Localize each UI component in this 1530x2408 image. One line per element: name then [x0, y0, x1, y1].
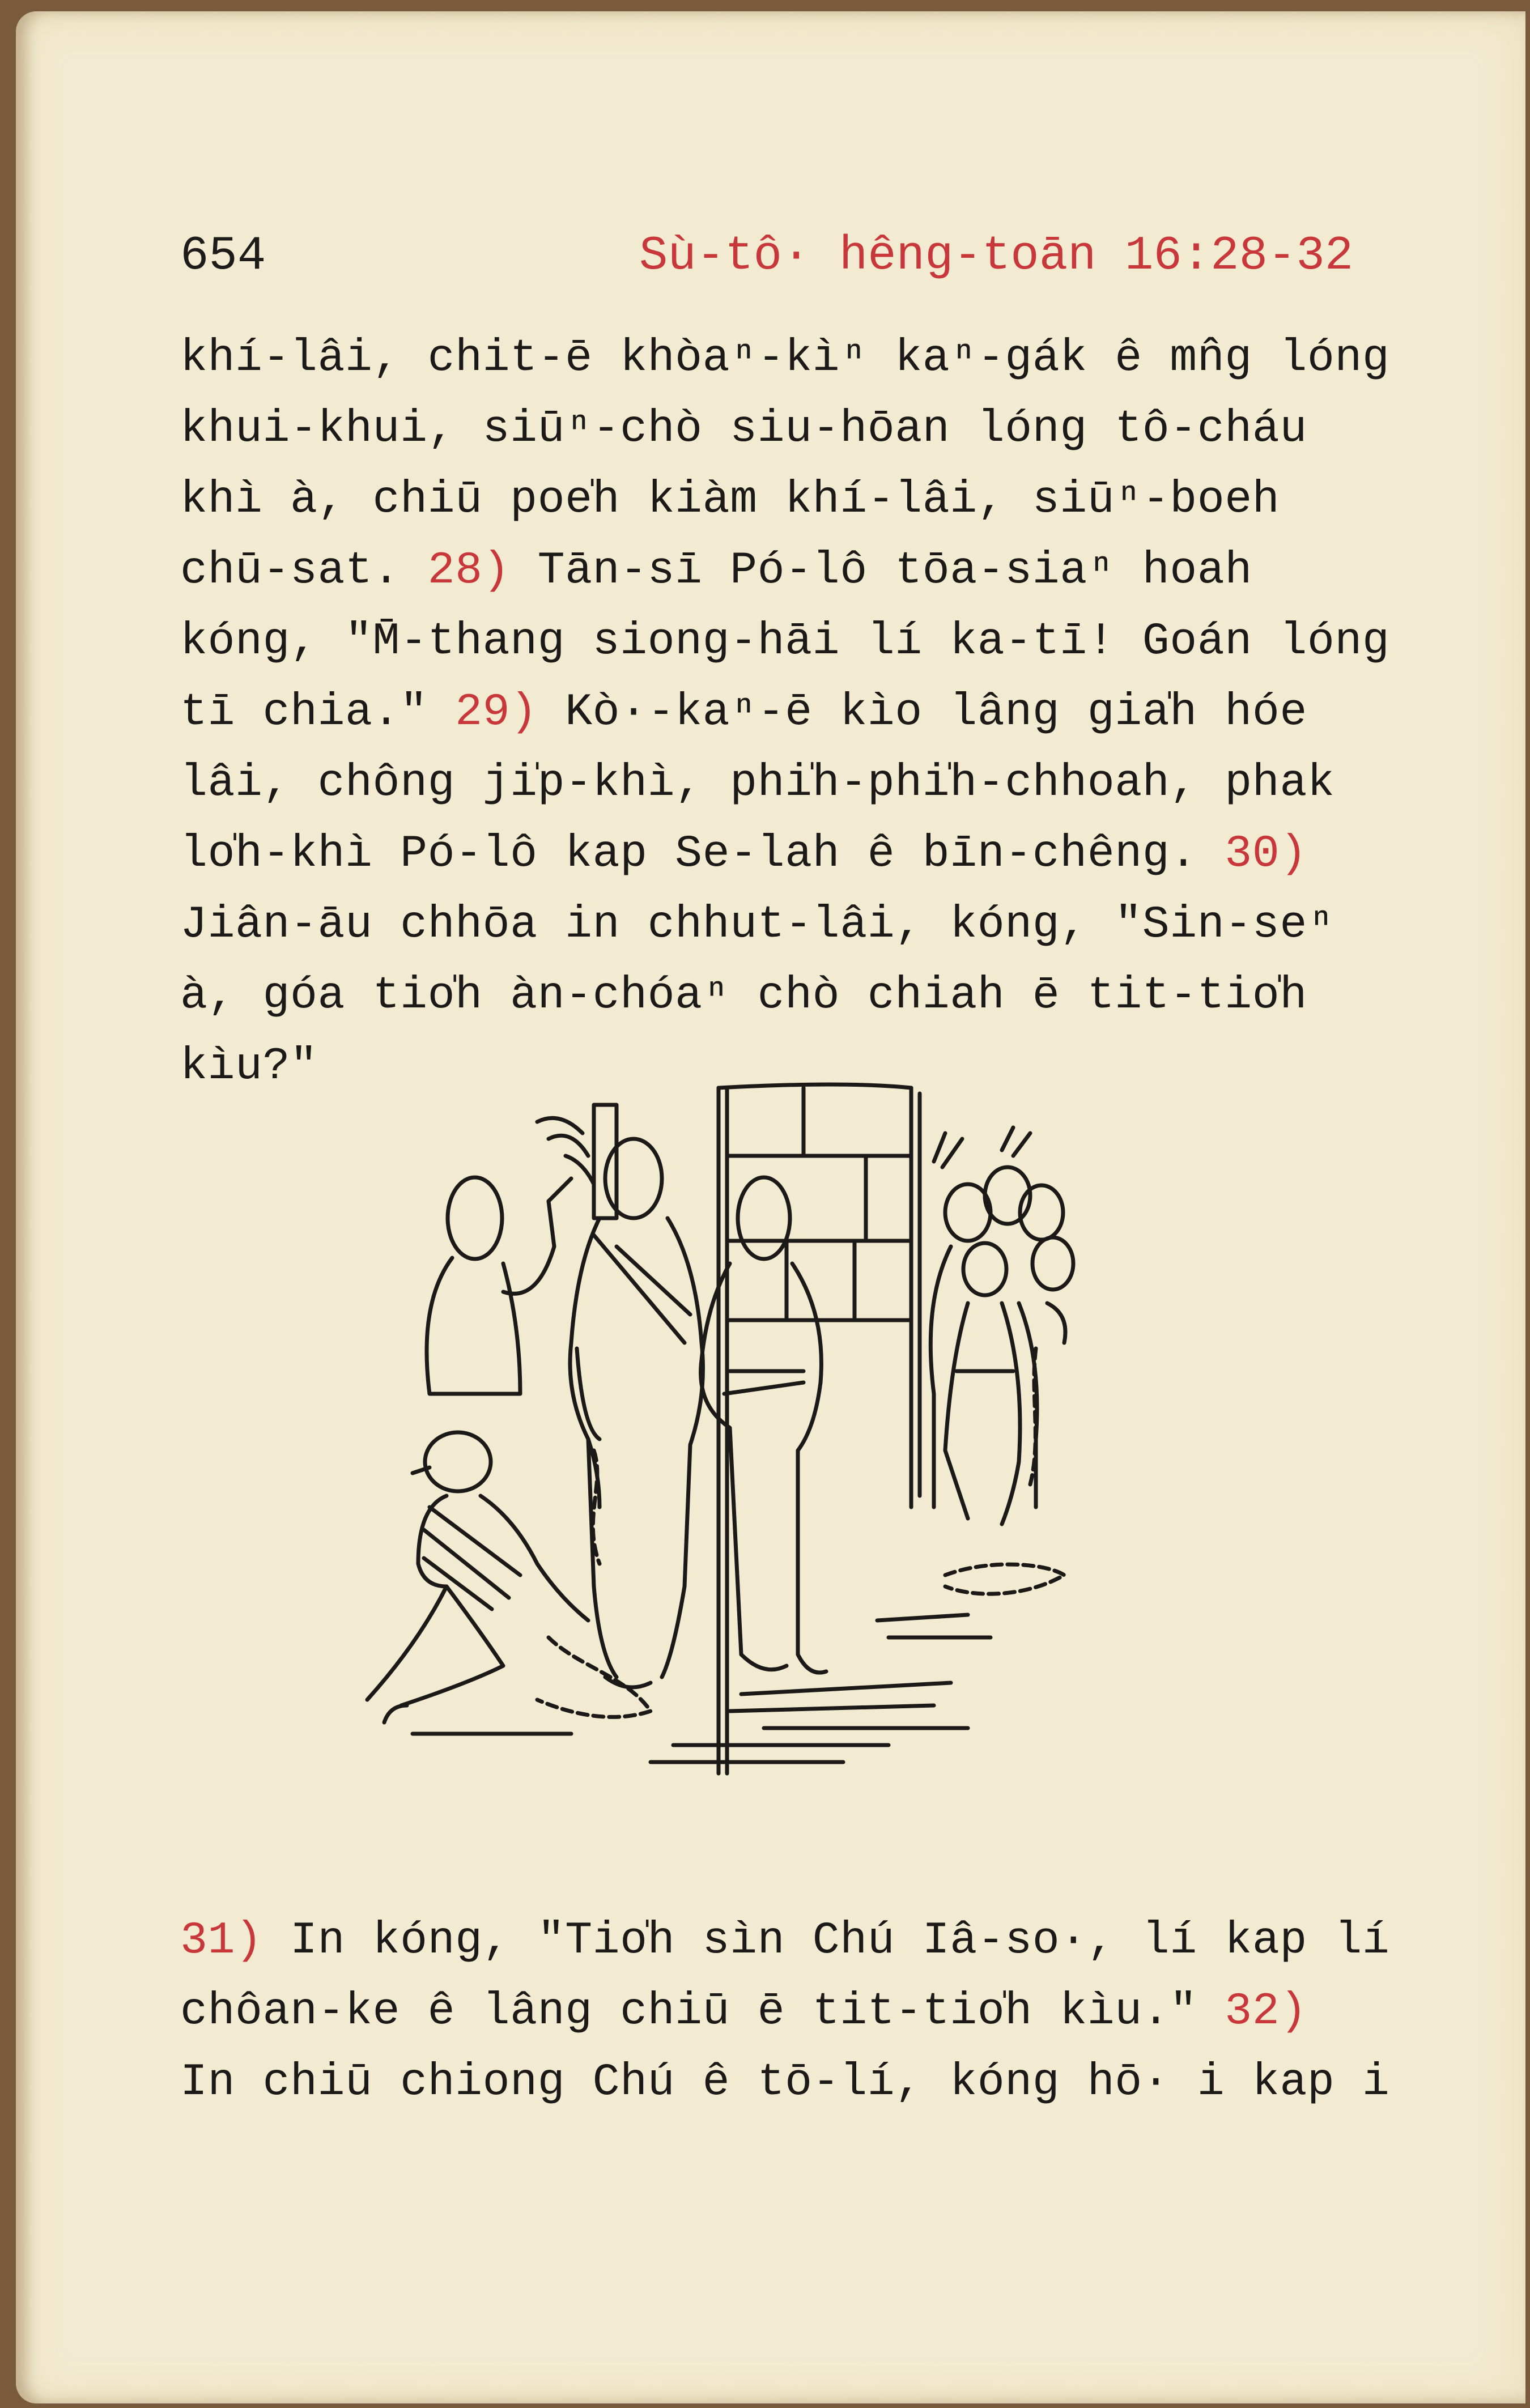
text-segment: à, góa tio̍h àn-chóaⁿ chò chiah ē tit-tio̍h	[180, 970, 1307, 1022]
text-line	[180, 1905, 1461, 1976]
book-page	[16, 11, 1525, 2403]
text-segment: Jiân-āu chhōa in chhut-lâi, kóng, "Sin-seⁿ	[180, 899, 1335, 951]
page-header	[180, 229, 1370, 292]
verse-number: 30)	[1225, 828, 1307, 880]
prison-illustration	[333, 1077, 1161, 1827]
text-line	[180, 394, 1461, 465]
text-segment: chôan-ke ê lâng chiū ē tit-tio̍h kìu."	[180, 1986, 1225, 2037]
text-line	[180, 1976, 1461, 2047]
text-line	[180, 535, 1461, 606]
text-segment: In kóng, "Tio̍h sìn Chú Iâ-so·, lí kap lí	[262, 1915, 1390, 1967]
text-segment: lo̍h-khì Pó-lô kap Se-lah ê bīn-chêng.	[180, 828, 1225, 880]
text-line	[180, 465, 1461, 535]
verse-number: 31)	[180, 1915, 263, 1967]
text-line	[180, 606, 1461, 677]
text-segment: khì à, chiū poe̍h kiàm khí-lâi, siūⁿ-boeh	[180, 474, 1280, 526]
text-segment: chū-sat.	[180, 545, 428, 597]
text-segment: kóng, "M̄-thang siong-hāi lí ka-tī! Goán lóng	[180, 616, 1390, 667]
text-line	[180, 890, 1461, 960]
text-segment: khí-lâi, chit-ē khòaⁿ-kìⁿ kaⁿ-gák ê mn̂g lóng	[180, 333, 1390, 384]
text-line	[180, 323, 1461, 394]
text-segment: khui-khui, siūⁿ-chò siu-hōan lóng tô-cháu	[180, 403, 1307, 455]
top-paragraph	[180, 323, 1461, 1102]
running-head: Sù-tô· hêng-toān 16:28-32	[639, 229, 1354, 283]
text-line	[180, 819, 1461, 890]
text-line	[180, 677, 1461, 748]
text-line	[180, 2047, 1461, 2118]
text-segment: Tān-sī Pó-lô tōa-siaⁿ hoah	[510, 545, 1252, 597]
text-segment: lâi, chông ji̍p-khì, phi̍h-phi̍h-chhoah, phak	[180, 758, 1335, 809]
page-number: 654	[180, 229, 266, 283]
text-segment: tī chia."	[180, 687, 456, 738]
bottom-paragraph	[180, 1905, 1461, 2118]
text-segment: kìu?"	[180, 1041, 318, 1092]
verse-number: 29)	[455, 687, 538, 738]
text-segment: In chiū chiong Chú ê tō-lí, kóng hō· i kap i	[180, 2057, 1390, 2108]
verse-number: 32)	[1225, 1986, 1307, 2037]
text-line	[180, 748, 1461, 819]
text-line	[180, 960, 1461, 1031]
verse-number: 28)	[427, 545, 511, 597]
text-segment: Kò·-kaⁿ-ē kìo lâng gia̍h hóe	[537, 687, 1307, 738]
